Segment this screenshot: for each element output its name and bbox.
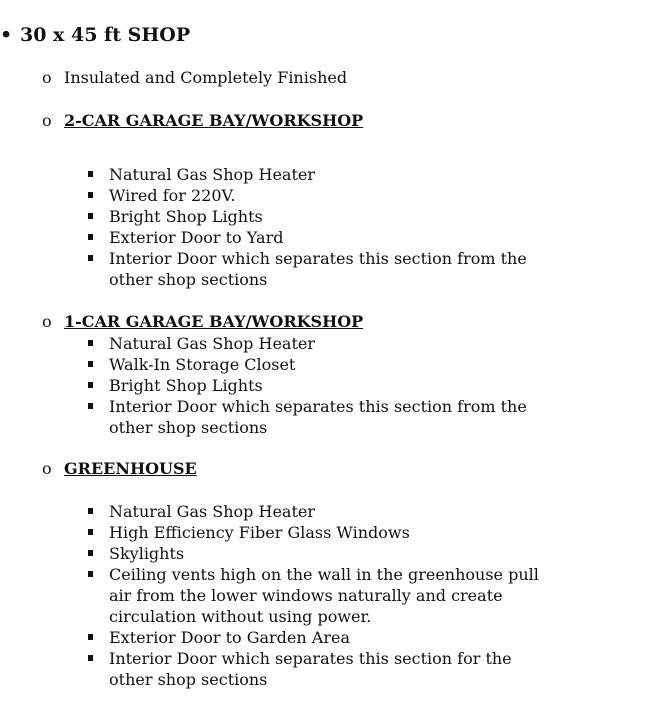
list-item-text: High Efficiency Fiber Glass Windows xyxy=(109,523,410,542)
list-item-text: Walk-In Storage Closet xyxy=(109,355,296,374)
list-item-text: Skylights xyxy=(109,544,185,563)
list-item-text: Interior Door which separates this section for the other shop sections xyxy=(109,649,512,689)
square-bullet-icon xyxy=(88,234,93,240)
list-item-text: Exterior Door to Garden Area xyxy=(109,628,350,647)
list-item-text: Bright Shop Lights xyxy=(109,207,263,226)
list-item xyxy=(88,396,558,438)
list-item xyxy=(88,501,558,522)
list-item xyxy=(88,185,558,206)
insulated-text: Insulated and Completely Finished xyxy=(64,68,348,87)
square-bullet-icon xyxy=(88,171,93,177)
square-bullet-icon xyxy=(88,361,93,367)
square-bullet-icon xyxy=(88,382,93,388)
list-item-text: Exterior Door to Yard xyxy=(109,228,284,247)
square-bullet-icon xyxy=(88,550,93,556)
square-bullet-icon xyxy=(88,340,93,346)
list-item xyxy=(88,206,558,227)
list-item xyxy=(88,164,558,185)
list-item-text: Interior Door which separates this section from the other shop sections xyxy=(109,397,527,437)
list-item xyxy=(88,564,558,627)
square-bullet-icon xyxy=(88,192,93,198)
list-item-text: Natural Gas Shop Heater xyxy=(109,334,316,353)
section-heading-text: 2-CAR GARAGE BAY/WORKSHOP xyxy=(64,111,364,130)
square-bullet-icon xyxy=(88,508,93,514)
square-bullet-icon xyxy=(88,403,93,409)
list-item-text: Ceiling vents high on the wall in the greenhouse pull air from the lower windows naturally and create circulation without using power. xyxy=(109,565,539,626)
square-bullet-icon xyxy=(88,655,93,661)
list-item-text: Natural Gas Shop Heater xyxy=(109,502,316,521)
list-item-text: Wired for 220V. xyxy=(109,186,236,205)
list-item-text: Natural Gas Shop Heater xyxy=(109,165,316,184)
list-item xyxy=(88,333,558,354)
list-item xyxy=(88,375,558,396)
circle-bullet-icon: o xyxy=(42,459,52,478)
circle-bullet-icon: o xyxy=(42,68,52,87)
list-item-text: Interior Door which separates this section from the other shop sections xyxy=(109,249,527,289)
list-item xyxy=(88,227,558,248)
circle-bullet-icon: o xyxy=(42,312,52,331)
section-heading-text: 1-CAR GARAGE BAY/WORKSHOP xyxy=(64,312,364,331)
square-bullet-icon xyxy=(88,213,93,219)
circle-bullet-icon: o xyxy=(42,111,52,130)
section-heading-text: GREENHOUSE xyxy=(64,459,197,478)
square-bullet-icon xyxy=(88,255,93,261)
list-item xyxy=(88,354,558,375)
list-item xyxy=(88,627,558,648)
list-item xyxy=(88,543,558,564)
shop-title: 30 x 45 ft SHOP xyxy=(20,24,191,46)
list-item-text: Bright Shop Lights xyxy=(109,376,263,395)
list-item xyxy=(88,522,558,543)
square-bullet-icon xyxy=(88,571,93,577)
list-item xyxy=(88,248,558,290)
square-bullet-icon xyxy=(88,529,93,535)
bullet-dot-icon: • xyxy=(0,24,13,46)
square-bullet-icon xyxy=(88,634,93,640)
list-item xyxy=(88,648,558,690)
